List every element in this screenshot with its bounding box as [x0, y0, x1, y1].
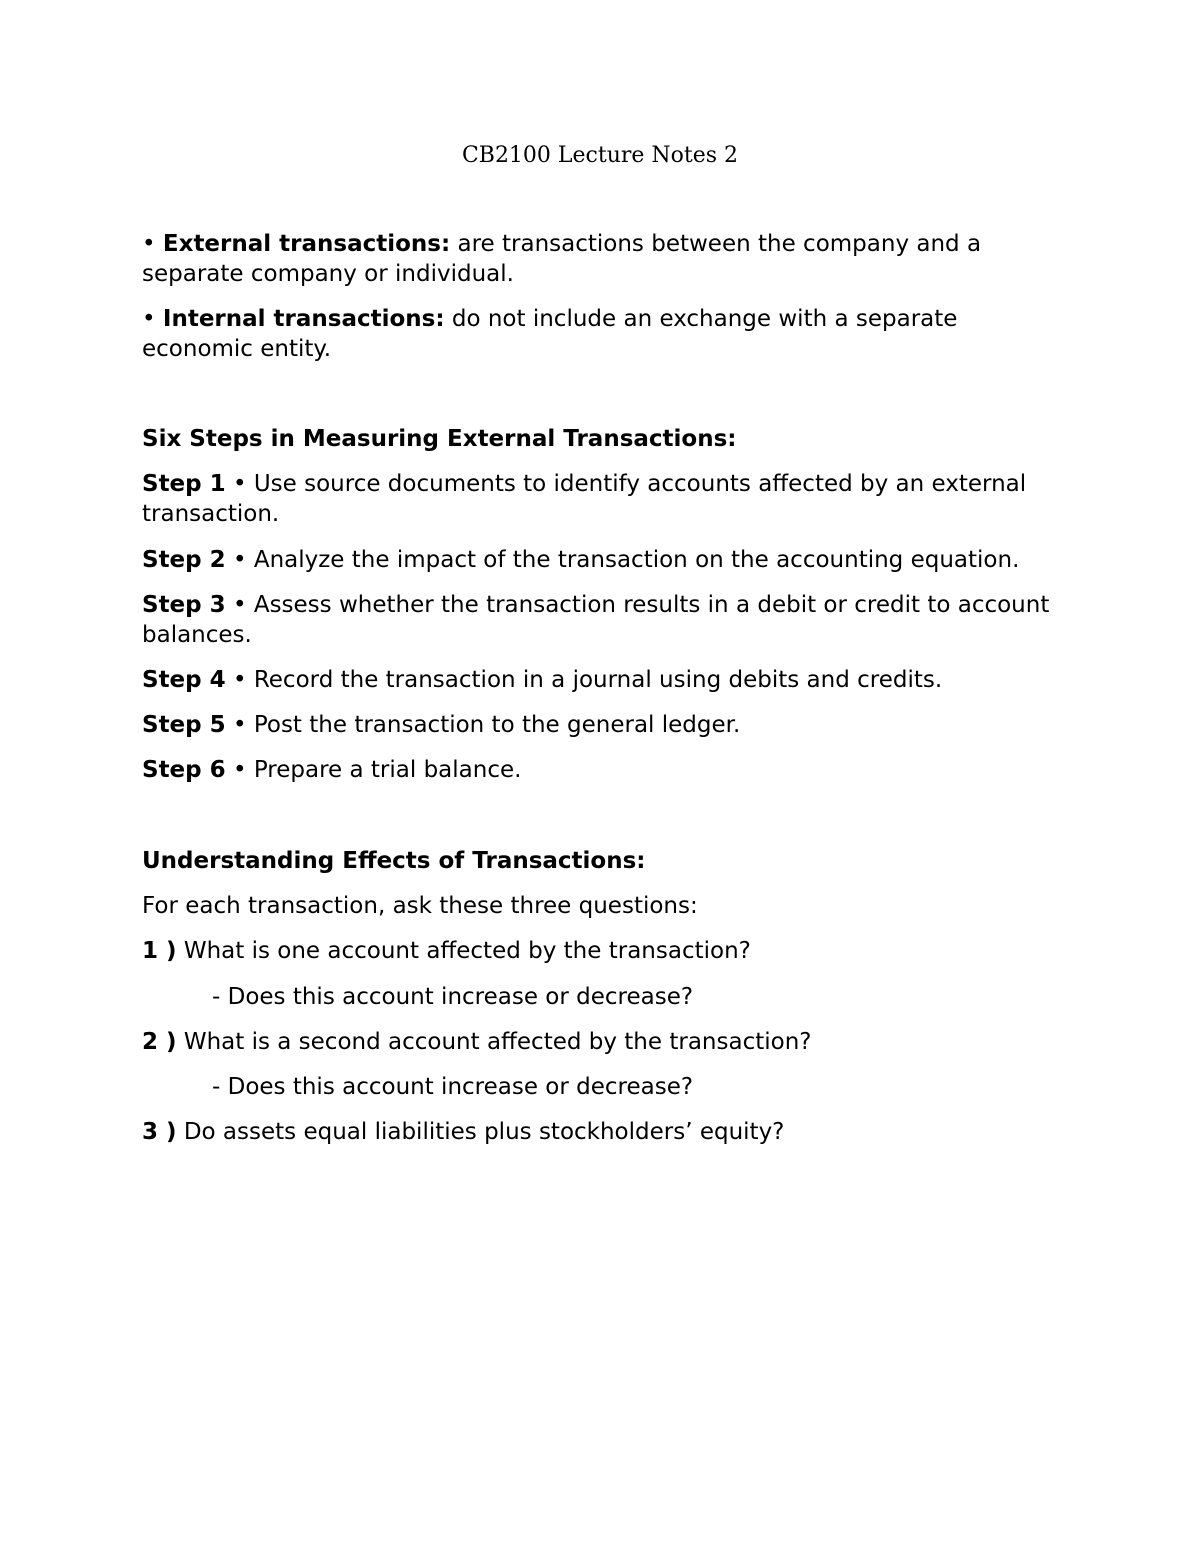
definition-term: External transactions:: [162, 231, 451, 257]
page-title: CB2100 Lecture Notes 2: [461, 143, 739, 168]
step-label: Step 1: [142, 471, 226, 497]
step-label: Step 2: [142, 547, 226, 573]
definition-text: do not include an exchange with a separate economic entity.: [142, 306, 958, 362]
step-text: • Record the transaction in a journal using debits and credits.: [232, 667, 943, 693]
step-label: Step 6: [142, 757, 226, 783]
step-item: [142, 665, 1072, 695]
step-text: • Analyze the impact of the transaction on the accounting equation.: [232, 547, 1020, 573]
step-item: [142, 545, 1072, 575]
question-item: [142, 936, 1072, 966]
bullet: •: [142, 306, 156, 332]
step-label: Step 3: [142, 592, 226, 618]
step-item: [142, 469, 1072, 529]
question-subitem: - Does this account increase or decrease?: [212, 984, 694, 1010]
section-heading-text: Six Steps in Measuring External Transactions:: [142, 426, 737, 452]
step-text: • Prepare a trial balance.: [232, 757, 522, 783]
step-text: • Assess whether the transaction results in a debit or credit to account balances.: [142, 592, 1050, 648]
effects-intro: For each transaction, ask these three questions:: [142, 893, 698, 919]
section-heading-steps: [142, 424, 1072, 454]
step-item: [142, 755, 1072, 785]
definition-internal: [142, 304, 1072, 364]
question-subitem: - Does this account increase or decrease?: [212, 1074, 694, 1100]
step-item: [142, 710, 1072, 740]
question-item: [142, 1027, 1072, 1057]
bullet: •: [142, 231, 156, 257]
definition-text: are transactions between the company and a separate company or individual.: [142, 231, 982, 287]
step-text: • Use source documents to identify accounts affected by an external transaction.: [142, 471, 1027, 527]
question-text: What is a second account affected by the transaction?: [183, 1029, 812, 1055]
step-text: • Post the transaction to the general ledger.: [232, 712, 741, 738]
step-item: [142, 590, 1072, 650]
question-text: Do assets equal liabilities plus stockholders’ equity?: [183, 1119, 785, 1145]
definition-term: Internal transactions:: [162, 306, 445, 332]
section-heading-text: Understanding Effects of Transactions:: [142, 848, 646, 874]
question-text: What is one account affected by the transaction?: [183, 938, 751, 964]
step-label: Step 5: [142, 712, 226, 738]
question-label: 1 ): [142, 938, 177, 964]
question-label: 2 ): [142, 1029, 177, 1055]
section-heading-effects: [142, 846, 1072, 876]
definition-external: [142, 229, 1072, 289]
question-label: 3 ): [142, 1119, 177, 1145]
question-item: [142, 1117, 1072, 1147]
step-label: Step 4: [142, 667, 226, 693]
